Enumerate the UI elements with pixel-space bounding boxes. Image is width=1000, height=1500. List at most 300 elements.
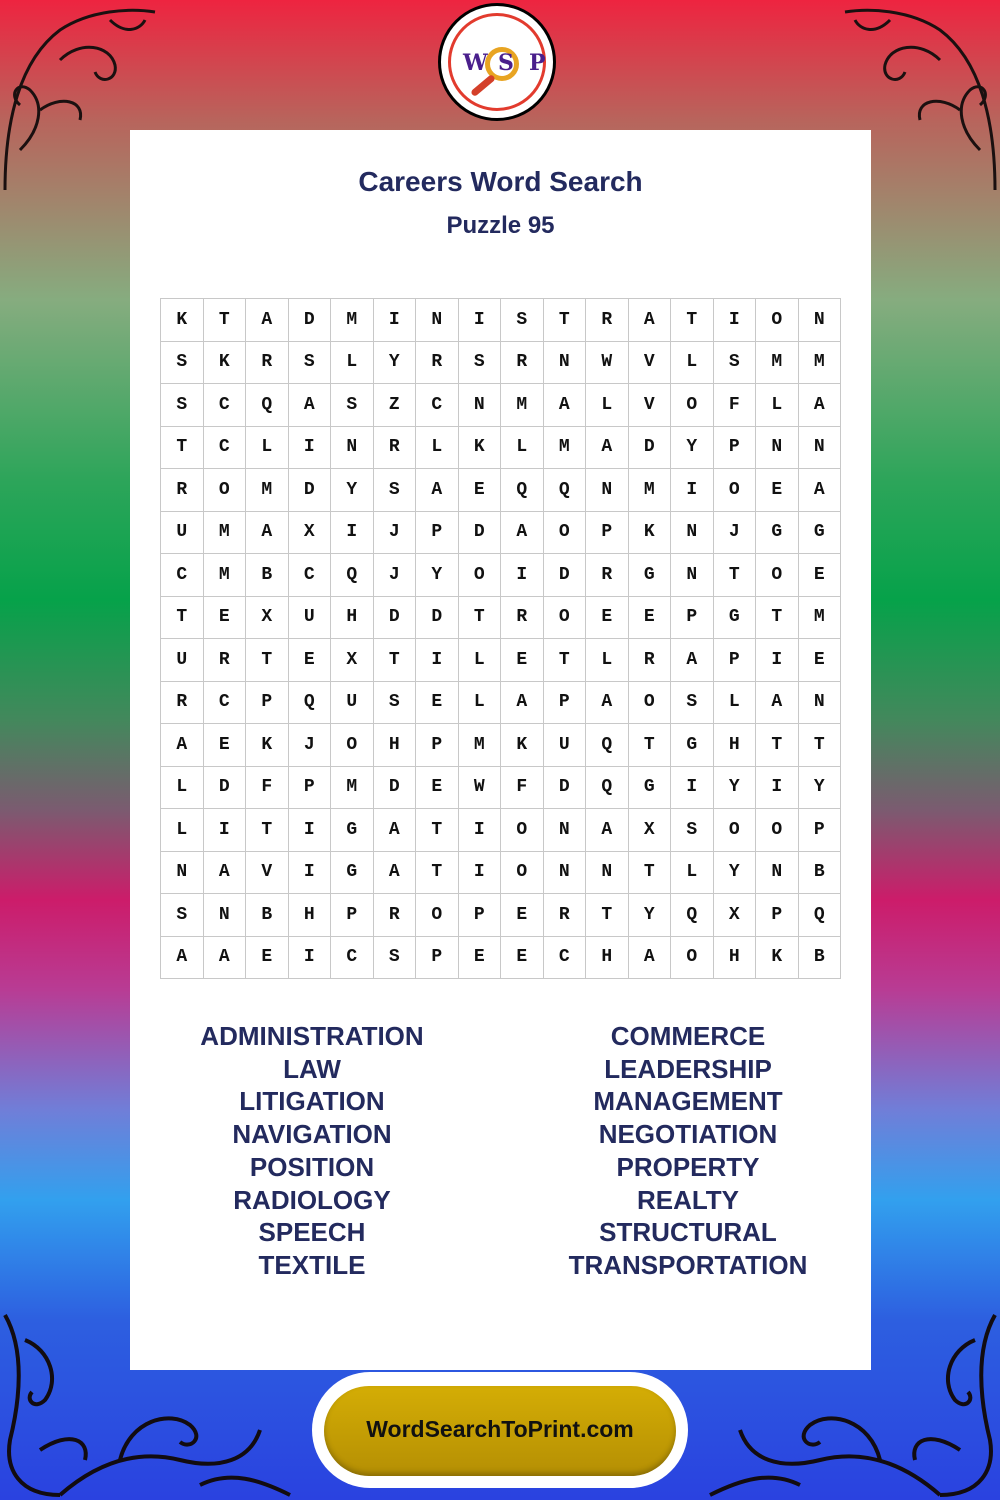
grid-cell[interactable]: M bbox=[543, 426, 586, 469]
grid-cell[interactable]: O bbox=[458, 554, 501, 597]
grid-cell[interactable]: H bbox=[713, 936, 756, 979]
grid-cell[interactable]: A bbox=[586, 426, 629, 469]
grid-cell[interactable]: V bbox=[246, 851, 289, 894]
grid-cell[interactable]: O bbox=[501, 851, 544, 894]
grid-cell[interactable]: P bbox=[543, 681, 586, 724]
grid-cell[interactable]: H bbox=[713, 724, 756, 767]
grid-cell[interactable]: A bbox=[798, 384, 841, 427]
grid-row bbox=[161, 426, 841, 469]
grid-cell[interactable]: T bbox=[416, 809, 459, 852]
word-list-item: COMMERCE bbox=[610, 1021, 766, 1051]
grid-cell[interactable]: X bbox=[288, 511, 331, 554]
grid-cell[interactable]: T bbox=[161, 596, 204, 639]
grid-cell[interactable]: P bbox=[671, 596, 714, 639]
grid-cell[interactable]: I bbox=[713, 299, 756, 342]
grid-cell[interactable]: M bbox=[798, 341, 841, 384]
grid-cell[interactable]: O bbox=[713, 469, 756, 512]
grid-cell[interactable]: G bbox=[628, 554, 671, 597]
grid-cell[interactable]: R bbox=[501, 341, 544, 384]
grid-cell[interactable]: T bbox=[246, 809, 289, 852]
grid-cell[interactable]: U bbox=[543, 724, 586, 767]
grid-cell[interactable]: E bbox=[416, 681, 459, 724]
grid-cell[interactable]: I bbox=[288, 426, 331, 469]
grid-cell[interactable]: E bbox=[501, 894, 544, 937]
grid-cell[interactable]: M bbox=[203, 511, 246, 554]
grid-cell[interactable]: R bbox=[161, 681, 204, 724]
grid-cell[interactable]: H bbox=[288, 894, 331, 937]
grid-cell[interactable]: F bbox=[501, 766, 544, 809]
grid-cell[interactable]: P bbox=[798, 809, 841, 852]
grid-cell[interactable]: G bbox=[628, 766, 671, 809]
grid-cell[interactable]: A bbox=[756, 681, 799, 724]
grid-cell[interactable]: L bbox=[756, 384, 799, 427]
grid-cell[interactable]: L bbox=[713, 681, 756, 724]
grid-cell[interactable]: X bbox=[331, 639, 374, 682]
grid-cell[interactable]: C bbox=[543, 936, 586, 979]
grid-cell[interactable]: N bbox=[543, 341, 586, 384]
grid-cell[interactable]: A bbox=[203, 936, 246, 979]
grid-cell[interactable]: C bbox=[288, 554, 331, 597]
grid-cell[interactable]: L bbox=[671, 851, 714, 894]
grid-cell[interactable]: B bbox=[798, 851, 841, 894]
grid-cell[interactable]: R bbox=[628, 639, 671, 682]
site-link-pill[interactable] bbox=[324, 1386, 676, 1476]
site-link-label: WordSearchToPrint.com bbox=[366, 1416, 634, 1442]
grid-cell[interactable]: K bbox=[458, 426, 501, 469]
grid-cell[interactable]: J bbox=[288, 724, 331, 767]
grid-cell[interactable]: E bbox=[458, 469, 501, 512]
grid-cell[interactable]: A bbox=[246, 299, 289, 342]
grid-cell[interactable]: D bbox=[543, 554, 586, 597]
grid-cell[interactable]: L bbox=[246, 426, 289, 469]
grid-cell[interactable]: O bbox=[628, 681, 671, 724]
grid-cell[interactable]: P bbox=[416, 936, 459, 979]
grid-cell[interactable]: O bbox=[416, 894, 459, 937]
grid-cell[interactable]: H bbox=[373, 724, 416, 767]
word-list-item: LAW bbox=[283, 1053, 341, 1084]
grid-cell[interactable]: E bbox=[416, 766, 459, 809]
grid-cell[interactable]: M bbox=[246, 469, 289, 512]
grid-cell[interactable]: C bbox=[331, 936, 374, 979]
grid-cell[interactable]: O bbox=[501, 809, 544, 852]
grid-cell[interactable]: L bbox=[671, 341, 714, 384]
grid-cell[interactable]: L bbox=[331, 341, 374, 384]
grid-cell[interactable]: N bbox=[203, 894, 246, 937]
puzzle-title: Careers Word Search bbox=[358, 166, 643, 197]
grid-cell[interactable]: T bbox=[458, 596, 501, 639]
grid-cell[interactable]: S bbox=[161, 894, 204, 937]
grid-cell[interactable]: R bbox=[501, 596, 544, 639]
grid-cell[interactable]: B bbox=[246, 894, 289, 937]
grid-cell[interactable]: T bbox=[713, 554, 756, 597]
grid-cell[interactable]: O bbox=[331, 724, 374, 767]
grid-cell[interactable]: P bbox=[246, 681, 289, 724]
grid-cell[interactable]: S bbox=[373, 681, 416, 724]
grid-cell[interactable]: Q bbox=[586, 766, 629, 809]
grid-cell[interactable]: R bbox=[373, 426, 416, 469]
grid-cell[interactable]: U bbox=[161, 639, 204, 682]
grid-cell[interactable]: G bbox=[713, 596, 756, 639]
grid-cell[interactable]: A bbox=[501, 681, 544, 724]
grid-cell[interactable]: D bbox=[288, 299, 331, 342]
word-list-item: POSITION bbox=[249, 1151, 375, 1182]
grid-cell[interactable]: S bbox=[671, 809, 714, 852]
word-list-item: ADMINISTRATION bbox=[200, 1021, 424, 1051]
grid-cell[interactable]: I bbox=[458, 851, 501, 894]
grid-cell[interactable]: W bbox=[458, 766, 501, 809]
grid-cell[interactable]: D bbox=[416, 596, 459, 639]
grid-cell[interactable]: S bbox=[288, 341, 331, 384]
grid-cell[interactable]: L bbox=[161, 766, 204, 809]
grid-cell[interactable]: A bbox=[161, 936, 204, 979]
logo-letter-p: P bbox=[529, 50, 546, 76]
grid-cell[interactable]: E bbox=[203, 596, 246, 639]
grid-cell[interactable]: S bbox=[161, 384, 204, 427]
grid-cell[interactable]: K bbox=[628, 511, 671, 554]
grid-cell[interactable]: L bbox=[161, 809, 204, 852]
word-list-item: REALTY bbox=[636, 1184, 740, 1215]
grid-cell[interactable]: N bbox=[161, 851, 204, 894]
grid-cell[interactable]: N bbox=[543, 851, 586, 894]
grid-cell[interactable]: D bbox=[543, 766, 586, 809]
grid-cell[interactable]: R bbox=[203, 639, 246, 682]
grid-cell[interactable]: D bbox=[628, 426, 671, 469]
grid-cell[interactable]: P bbox=[288, 766, 331, 809]
grid-cell[interactable]: K bbox=[161, 299, 204, 342]
grid-cell[interactable]: L bbox=[458, 681, 501, 724]
grid-cell[interactable]: T bbox=[543, 639, 586, 682]
grid-cell[interactable]: G bbox=[671, 724, 714, 767]
grid-cell[interactable]: P bbox=[713, 426, 756, 469]
puzzle-panel bbox=[130, 130, 871, 1370]
grid-cell[interactable]: A bbox=[203, 851, 246, 894]
grid-cell[interactable]: I bbox=[756, 766, 799, 809]
grid-cell[interactable]: O bbox=[756, 554, 799, 597]
grid-cell[interactable]: S bbox=[671, 681, 714, 724]
grid-cell[interactable]: D bbox=[373, 766, 416, 809]
logo-ring bbox=[448, 13, 546, 111]
grid-cell[interactable]: O bbox=[713, 809, 756, 852]
grid-cell[interactable]: U bbox=[331, 681, 374, 724]
grid-cell[interactable]: E bbox=[628, 596, 671, 639]
magnifier-handle-icon bbox=[470, 74, 496, 97]
grid-cell[interactable]: I bbox=[671, 469, 714, 512]
logo-letter-w: W bbox=[463, 50, 488, 76]
word-list-item: PROPERTY bbox=[616, 1151, 760, 1182]
grid-cell[interactable]: Y bbox=[416, 554, 459, 597]
grid-cell[interactable]: N bbox=[756, 426, 799, 469]
grid-cell[interactable]: O bbox=[756, 809, 799, 852]
grid-cell[interactable]: I bbox=[288, 851, 331, 894]
grid-cell[interactable]: N bbox=[671, 511, 714, 554]
grid-cell[interactable]: G bbox=[798, 511, 841, 554]
grid-cell[interactable]: N bbox=[756, 851, 799, 894]
grid-cell[interactable]: I bbox=[501, 554, 544, 597]
grid-row bbox=[161, 766, 841, 809]
grid-cell[interactable]: I bbox=[288, 936, 331, 979]
grid-cell[interactable]: U bbox=[161, 511, 204, 554]
grid-cell[interactable]: A bbox=[543, 384, 586, 427]
puzzle-number: Puzzle 95 bbox=[446, 212, 555, 239]
grid-cell[interactable]: G bbox=[756, 511, 799, 554]
grid-cell[interactable]: Q bbox=[798, 894, 841, 937]
grid-cell[interactable]: E bbox=[501, 639, 544, 682]
grid-cell[interactable]: I bbox=[458, 299, 501, 342]
grid-cell[interactable]: K bbox=[203, 341, 246, 384]
grid-cell[interactable]: B bbox=[246, 554, 289, 597]
grid-cell[interactable]: Y bbox=[713, 766, 756, 809]
grid-cell[interactable]: F bbox=[246, 766, 289, 809]
grid-cell[interactable]: A bbox=[246, 511, 289, 554]
grid-row bbox=[161, 469, 841, 512]
grid-cell[interactable]: S bbox=[373, 469, 416, 512]
grid-cell[interactable]: Y bbox=[798, 766, 841, 809]
grid-row bbox=[161, 894, 841, 937]
grid-cell[interactable]: Q bbox=[586, 724, 629, 767]
word-list-item: NAVIGATION bbox=[232, 1119, 392, 1150]
grid-cell[interactable]: P bbox=[586, 511, 629, 554]
grid-cell[interactable]: E bbox=[458, 936, 501, 979]
grid-cell[interactable]: P bbox=[331, 894, 374, 937]
grid-cell[interactable]: I bbox=[458, 809, 501, 852]
word-list-left bbox=[162, 1020, 462, 1282]
grid-cell[interactable]: H bbox=[331, 596, 374, 639]
grid-cell[interactable]: A bbox=[161, 724, 204, 767]
grid-cell[interactable]: T bbox=[543, 299, 586, 342]
word-list-item: NEGOTIATION bbox=[598, 1119, 778, 1150]
grid-cell[interactable]: W bbox=[586, 341, 629, 384]
grid-cell[interactable]: R bbox=[161, 469, 204, 512]
grid-cell[interactable]: T bbox=[416, 851, 459, 894]
grid-cell[interactable]: P bbox=[713, 639, 756, 682]
grid-cell[interactable]: T bbox=[798, 724, 841, 767]
word-list-item: RADIOLOGY bbox=[233, 1184, 391, 1215]
grid-cell[interactable]: O bbox=[543, 511, 586, 554]
grid-cell[interactable]: Q bbox=[501, 469, 544, 512]
grid-row bbox=[161, 511, 841, 554]
grid-cell[interactable]: I bbox=[331, 511, 374, 554]
grid-cell[interactable]: O bbox=[671, 384, 714, 427]
grid-cell[interactable]: C bbox=[161, 554, 204, 597]
grid-cell[interactable]: A bbox=[671, 639, 714, 682]
grid-cell[interactable]: E bbox=[798, 639, 841, 682]
grid-cell[interactable]: M bbox=[798, 596, 841, 639]
grid-cell[interactable]: S bbox=[161, 341, 204, 384]
grid-cell[interactable]: L bbox=[416, 426, 459, 469]
grid-cell[interactable]: A bbox=[628, 299, 671, 342]
site-link-button[interactable] bbox=[312, 1372, 688, 1488]
grid-cell[interactable]: O bbox=[203, 469, 246, 512]
grid-cell[interactable]: I bbox=[416, 639, 459, 682]
site-logo[interactable] bbox=[438, 3, 556, 121]
grid-row bbox=[161, 341, 841, 384]
grid-cell[interactable]: T bbox=[373, 639, 416, 682]
grid-cell[interactable]: N bbox=[586, 469, 629, 512]
grid-cell[interactable]: X bbox=[246, 596, 289, 639]
word-list-item: STRUCTURAL bbox=[599, 1217, 777, 1248]
grid-cell[interactable]: E bbox=[203, 724, 246, 767]
grid-cell[interactable]: T bbox=[756, 596, 799, 639]
grid-cell[interactable]: E bbox=[501, 936, 544, 979]
grid-cell[interactable]: D bbox=[458, 511, 501, 554]
grid-cell[interactable]: S bbox=[331, 384, 374, 427]
grid-cell[interactable]: E bbox=[246, 936, 289, 979]
grid-cell[interactable]: P bbox=[416, 511, 459, 554]
word-list-item: TRANSPORTATION bbox=[568, 1249, 808, 1280]
grid-cell[interactable]: K bbox=[501, 724, 544, 767]
grid-cell[interactable]: Z bbox=[373, 384, 416, 427]
grid-cell[interactable]: J bbox=[373, 511, 416, 554]
grid-row bbox=[161, 299, 841, 342]
grid-cell[interactable]: Q bbox=[331, 554, 374, 597]
grid-cell[interactable]: O bbox=[671, 936, 714, 979]
grid-cell[interactable]: E bbox=[586, 596, 629, 639]
grid-cell[interactable]: R bbox=[416, 341, 459, 384]
grid-cell[interactable]: P bbox=[756, 894, 799, 937]
grid-cell[interactable]: Q bbox=[543, 469, 586, 512]
grid-cell[interactable]: M bbox=[756, 341, 799, 384]
grid-cell[interactable]: T bbox=[161, 426, 204, 469]
grid-cell[interactable]: N bbox=[416, 299, 459, 342]
grid-cell[interactable]: A bbox=[373, 851, 416, 894]
grid-cell[interactable]: A bbox=[586, 809, 629, 852]
grid-cell[interactable]: C bbox=[203, 681, 246, 724]
grid-cell[interactable]: K bbox=[246, 724, 289, 767]
grid-cell[interactable]: R bbox=[586, 299, 629, 342]
grid-cell[interactable]: A bbox=[501, 511, 544, 554]
grid-cell[interactable]: S bbox=[458, 341, 501, 384]
grid-cell[interactable]: O bbox=[756, 299, 799, 342]
grid-cell[interactable]: Q bbox=[288, 681, 331, 724]
grid-cell[interactable]: P bbox=[416, 724, 459, 767]
grid-cell[interactable]: N bbox=[543, 809, 586, 852]
grid-cell[interactable]: O bbox=[543, 596, 586, 639]
grid-cell[interactable]: I bbox=[671, 766, 714, 809]
grid-cell[interactable]: L bbox=[586, 639, 629, 682]
grid-cell[interactable]: F bbox=[713, 384, 756, 427]
grid-cell[interactable]: R bbox=[543, 894, 586, 937]
grid-row bbox=[161, 596, 841, 639]
grid-cell[interactable]: M bbox=[203, 554, 246, 597]
grid-cell[interactable]: R bbox=[586, 554, 629, 597]
grid-row bbox=[161, 936, 841, 979]
grid-cell[interactable]: L bbox=[586, 384, 629, 427]
grid-cell[interactable]: K bbox=[756, 936, 799, 979]
grid-cell[interactable]: I bbox=[203, 809, 246, 852]
grid-cell[interactable]: G bbox=[331, 851, 374, 894]
grid-cell[interactable]: R bbox=[373, 894, 416, 937]
grid-cell[interactable]: U bbox=[288, 596, 331, 639]
grid-cell[interactable]: Y bbox=[628, 894, 671, 937]
grid-cell[interactable]: M bbox=[458, 724, 501, 767]
grid-cell[interactable]: I bbox=[288, 809, 331, 852]
grid-row bbox=[161, 681, 841, 724]
grid-cell[interactable]: A bbox=[586, 681, 629, 724]
grid-row bbox=[161, 724, 841, 767]
word-list-item: TEXTILE bbox=[258, 1249, 366, 1280]
grid-cell[interactable]: C bbox=[416, 384, 459, 427]
grid-cell[interactable]: T bbox=[586, 894, 629, 937]
grid-cell[interactable]: A bbox=[373, 809, 416, 852]
grid-cell[interactable]: J bbox=[713, 511, 756, 554]
grid-cell[interactable]: N bbox=[798, 681, 841, 724]
grid-cell[interactable]: D bbox=[203, 766, 246, 809]
grid-row bbox=[161, 554, 841, 597]
grid-cell[interactable]: D bbox=[373, 596, 416, 639]
grid-cell[interactable]: M bbox=[628, 469, 671, 512]
grid-cell[interactable]: E bbox=[756, 469, 799, 512]
grid-cell[interactable]: X bbox=[713, 894, 756, 937]
grid-cell[interactable]: V bbox=[628, 341, 671, 384]
grid-cell[interactable]: C bbox=[203, 426, 246, 469]
grid-cell[interactable]: T bbox=[756, 724, 799, 767]
grid-cell[interactable]: N bbox=[331, 426, 374, 469]
letter-grid bbox=[160, 298, 841, 979]
grid-cell[interactable]: T bbox=[671, 299, 714, 342]
grid-cell[interactable]: L bbox=[501, 426, 544, 469]
grid-cell[interactable]: E bbox=[798, 554, 841, 597]
grid-cell[interactable]: B bbox=[798, 936, 841, 979]
word-list-item: MANAGEMENT bbox=[593, 1086, 783, 1117]
grid-cell[interactable]: H bbox=[586, 936, 629, 979]
grid-cell[interactable]: R bbox=[246, 341, 289, 384]
grid-cell[interactable]: Y bbox=[331, 469, 374, 512]
word-list-item: LITIGATION bbox=[239, 1086, 385, 1117]
grid-cell[interactable]: N bbox=[798, 426, 841, 469]
grid-cell[interactable]: Q bbox=[671, 894, 714, 937]
grid-cell[interactable]: A bbox=[798, 469, 841, 512]
grid-cell[interactable]: X bbox=[628, 809, 671, 852]
grid-cell[interactable]: N bbox=[458, 384, 501, 427]
grid-cell[interactable]: N bbox=[798, 299, 841, 342]
grid-cell[interactable]: A bbox=[416, 469, 459, 512]
grid-cell[interactable]: T bbox=[628, 724, 671, 767]
grid-cell[interactable]: D bbox=[288, 469, 331, 512]
grid-cell[interactable]: M bbox=[331, 299, 374, 342]
grid-cell[interactable]: I bbox=[756, 639, 799, 682]
grid-cell[interactable]: E bbox=[288, 639, 331, 682]
logo-letter-s: S bbox=[498, 50, 514, 76]
grid-cell[interactable]: G bbox=[331, 809, 374, 852]
grid-row bbox=[161, 809, 841, 852]
grid-cell[interactable]: T bbox=[203, 299, 246, 342]
grid-cell[interactable]: S bbox=[501, 299, 544, 342]
grid-cell[interactable]: Y bbox=[671, 426, 714, 469]
grid-cell[interactable]: T bbox=[246, 639, 289, 682]
grid-row bbox=[161, 639, 841, 682]
grid-cell[interactable]: V bbox=[628, 384, 671, 427]
grid-cell[interactable]: M bbox=[331, 766, 374, 809]
grid-cell[interactable]: Y bbox=[373, 341, 416, 384]
grid-cell[interactable]: N bbox=[671, 554, 714, 597]
grid-cell[interactable]: A bbox=[288, 384, 331, 427]
grid-row bbox=[161, 851, 841, 894]
grid-cell[interactable]: Q bbox=[246, 384, 289, 427]
grid-cell[interactable]: M bbox=[501, 384, 544, 427]
grid-cell[interactable]: S bbox=[373, 936, 416, 979]
grid-cell[interactable]: S bbox=[713, 341, 756, 384]
grid-cell[interactable]: N bbox=[586, 851, 629, 894]
grid-cell[interactable]: C bbox=[203, 384, 246, 427]
grid-cell[interactable]: I bbox=[373, 299, 416, 342]
word-list-item: LEADERSHIP bbox=[604, 1053, 772, 1084]
grid-cell[interactable]: T bbox=[628, 851, 671, 894]
grid-cell[interactable]: A bbox=[628, 936, 671, 979]
grid-cell[interactable]: L bbox=[458, 639, 501, 682]
grid-cell[interactable]: P bbox=[458, 894, 501, 937]
grid-cell[interactable]: Y bbox=[713, 851, 756, 894]
grid-cell[interactable]: J bbox=[373, 554, 416, 597]
